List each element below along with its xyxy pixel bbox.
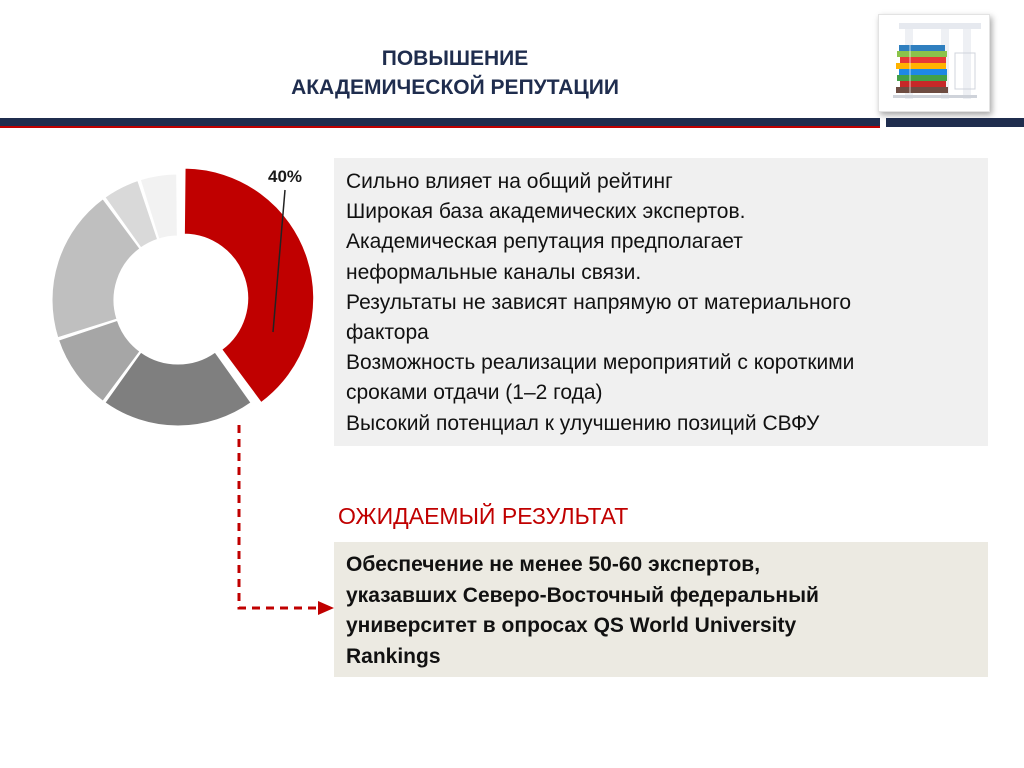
header-rule-accent bbox=[0, 126, 880, 128]
title-line-1: ПОВЫШЕНИЕ bbox=[381, 47, 529, 70]
connector-arrow-icon bbox=[318, 601, 334, 615]
factors-info-box bbox=[334, 158, 988, 446]
info-line: Сильно влияет на общий рейтинг bbox=[346, 170, 673, 193]
header-rule-right bbox=[886, 118, 1024, 127]
result-line: Обеспечение не менее 50-60 экспертов, bbox=[346, 553, 761, 576]
info-line: сроками отдачи (1–2 года) bbox=[346, 381, 603, 405]
expected-result-box bbox=[334, 542, 988, 677]
info-line: фактора bbox=[346, 321, 429, 345]
info-line: неформальные каналы связи. bbox=[346, 260, 642, 284]
result-line: Rankings bbox=[346, 644, 441, 668]
result-line: указавших Северо-Восточный федеральный bbox=[346, 583, 819, 607]
donut-slices bbox=[52, 168, 314, 426]
info-line: Результаты не зависят напрямую от материального bbox=[346, 290, 852, 314]
page-title bbox=[180, 44, 730, 102]
info-line: Высокий потенциал к улучшению позиций СВФУ bbox=[346, 411, 820, 435]
result-line: университет в опросах QS World University bbox=[346, 614, 797, 637]
expected-result-heading: ОЖИДАЕМЫЙ РЕЗУЛЬТАТ bbox=[338, 503, 629, 529]
callout-percent-label: 40% bbox=[267, 167, 303, 186]
books-icon bbox=[879, 15, 989, 111]
info-line: Возможность реализации мероприятий с короткими bbox=[346, 351, 855, 375]
library-books-logo bbox=[878, 14, 990, 112]
reputation-donut-chart bbox=[0, 150, 340, 620]
connector-dashed-line bbox=[239, 425, 320, 608]
info-line: Широкая база академических экспертов. bbox=[346, 200, 746, 224]
title-line-2: АКАДЕМИЧЕСКОЙ РЕПУТАЦИИ bbox=[291, 76, 619, 99]
info-line: Академическая репутация предполагает bbox=[346, 230, 743, 254]
